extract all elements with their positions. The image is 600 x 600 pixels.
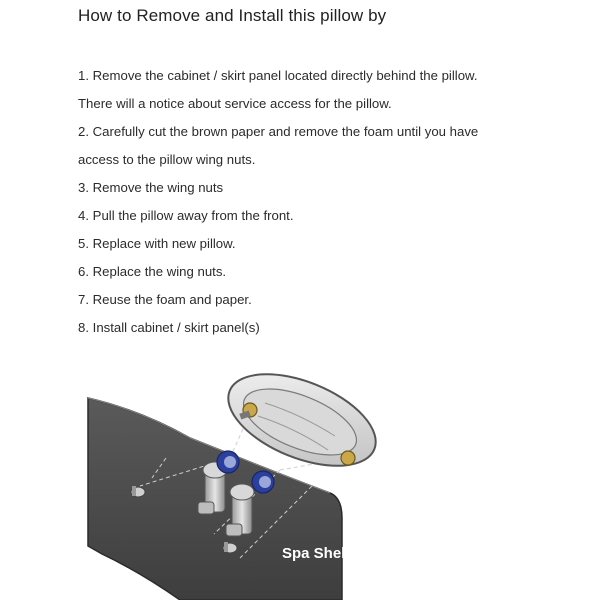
step-line: 1. Remove the cabinet / skirt panel located directly behind the pillow. <box>78 68 478 83</box>
step-line: 6. Replace the wing nuts. <box>78 264 227 279</box>
step-line: access to the pillow wing nuts. <box>78 152 256 167</box>
step-line: 7. Reuse the foam and paper. <box>78 292 252 307</box>
step-line: 5. Replace with new pillow. <box>78 236 236 251</box>
pillow-installation-diagram <box>80 358 400 600</box>
instruction-list <box>78 62 478 342</box>
step-line: 3. Remove the wing nuts <box>78 180 224 195</box>
step-line: There will a notice about service access for the pillow. <box>78 96 392 111</box>
step-line: 4. Pull the pillow away from the front. <box>78 208 294 223</box>
step-line: 8. Install cabinet / skirt panel(s) <box>78 320 260 335</box>
step-line: 2. Carefully cut the brown paper and remove the foam until you have <box>78 124 479 139</box>
page-title: How to Remove and Install this pillow by <box>78 6 387 25</box>
spa-shell-label: Spa Shell <box>282 545 350 562</box>
